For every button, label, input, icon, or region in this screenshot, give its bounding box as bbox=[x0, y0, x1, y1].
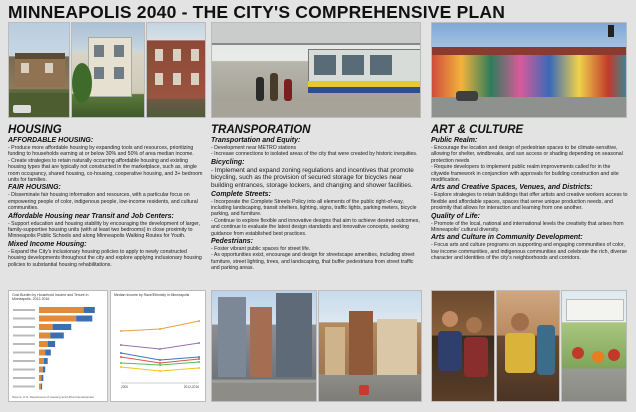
income-point bbox=[198, 361, 200, 363]
transportation-heading: TRANSPORATION bbox=[211, 124, 311, 136]
income-point bbox=[159, 364, 161, 366]
pedestrians-heading: Pedestrians: bbox=[211, 238, 254, 246]
income-point bbox=[120, 352, 122, 354]
income-point bbox=[198, 356, 200, 358]
bar-mark bbox=[44, 358, 48, 364]
income-point bbox=[159, 348, 161, 350]
complete-streets-heading: Complete Streets: bbox=[211, 190, 271, 198]
community-development-text: - Focus arts and culture programs on supporting and engaging communities of color, low income communities, and indigenous communities and celebrate the rich, diverse character and identities of the city's neighborhoods and corridors. bbox=[431, 242, 628, 262]
housing-photo-2 bbox=[71, 22, 145, 118]
income-point bbox=[198, 342, 200, 344]
creative-spaces-text: - Explore strategies to retain buildings that offer artists and creative workers access to flexible and affordable spaces, spaces that serve unique production needs, and proximity that allows for interaction and learning from one another. bbox=[431, 192, 628, 212]
bar-mark bbox=[48, 341, 55, 347]
bar-mark bbox=[39, 350, 45, 356]
bar-row-label bbox=[13, 326, 35, 328]
quality-of-life-text: - Promote of the local, national and international levels the creativity that arises from Minneapolis' cultural diversity. bbox=[431, 220, 624, 234]
bar-mark bbox=[43, 367, 45, 373]
community-development-heading: Arts and Culture in Community Development: bbox=[431, 234, 583, 242]
bar-mark bbox=[39, 307, 84, 313]
transport-equity-text: - Development near METRO stations - Increase connections to isolated areas of the city that were created by historic inequities. bbox=[211, 145, 418, 158]
housing-photo-3 bbox=[146, 22, 206, 118]
transit-station-photo bbox=[211, 22, 421, 118]
bar-mark bbox=[76, 316, 92, 322]
mixed-income-heading: Mixed Income Housing: bbox=[8, 240, 87, 248]
income-point bbox=[120, 344, 122, 346]
income-point bbox=[120, 366, 122, 368]
income-point bbox=[198, 367, 200, 369]
bar-mark bbox=[39, 375, 41, 381]
quality-of-life-heading: Quality of Life: bbox=[431, 212, 480, 220]
income-point bbox=[159, 359, 161, 361]
bar-mark bbox=[39, 324, 53, 330]
cost-burden-chart-source: Source: U.S. Department of Housing and Urban Development bbox=[12, 395, 95, 399]
bar-row-label bbox=[13, 318, 35, 320]
bar-row-label bbox=[13, 352, 35, 354]
bar-mark bbox=[39, 367, 43, 373]
housing-heading: HOUSING bbox=[8, 124, 62, 136]
income-point bbox=[120, 362, 122, 364]
income-point bbox=[159, 362, 161, 364]
income-point bbox=[120, 330, 122, 332]
bar-row-label bbox=[13, 343, 35, 345]
bar-mark bbox=[45, 350, 51, 356]
bar-mark bbox=[53, 324, 72, 330]
bar-mark bbox=[84, 307, 95, 313]
pedestrians-text: - Foster vibrant public spaces for street life. - As opportunities exist, encourage and design for streetscape amenities, including street furniture, street lighting, trees, and landscaping, that buffer pedestrians from street traffic and parking areas. bbox=[211, 246, 415, 272]
median-income-chart-title: Median Income by Race/Ethnicity in Minneapolis bbox=[114, 293, 190, 297]
downtown-street-photo-2 bbox=[318, 290, 422, 402]
transportation-section bbox=[211, 124, 423, 286]
cost-burden-chart bbox=[8, 290, 108, 402]
public-realm-text: - Encourage the location and design of pedestrian spaces to be climate-sensitive, allowing for shelter, windbreaks, and sun access or shading depending on seasonal protection needs - Require developers to implement public realm improvements called for in the citywide framework in conjunction with approvals for building construction and site modification. bbox=[431, 145, 623, 184]
median-income-line-plot bbox=[111, 291, 206, 402]
bar-mark bbox=[39, 333, 50, 339]
transit-housing-text: - Support education and housing stability by encouraging the development of larger, family-supportive housing units (with at least two bedrooms) in close proximity to Minneapolis Public Schools and along Minneapolis Walking Routes for Youth. bbox=[8, 220, 201, 240]
income-point bbox=[159, 370, 161, 372]
income-point bbox=[159, 328, 161, 330]
community-event-photo-2 bbox=[496, 290, 560, 402]
public-realm-heading: Public Realm: bbox=[431, 137, 478, 144]
transport-equity-heading: Transportation and Equity: bbox=[211, 137, 301, 144]
community-event-photo-1 bbox=[431, 290, 495, 402]
art-culture-section bbox=[431, 124, 629, 286]
bar-row-label bbox=[13, 369, 35, 371]
page-title: MINNEAPOLIS 2040 - THE CITY'S COMPREHENSIVE PLAN bbox=[8, 2, 506, 22]
median-income-chart bbox=[110, 290, 206, 402]
income-point bbox=[198, 358, 200, 360]
cost-burden-bar-plot bbox=[9, 291, 108, 402]
income-point bbox=[120, 356, 122, 358]
bar-row-label bbox=[13, 377, 35, 379]
bar-mark bbox=[39, 316, 76, 322]
x-tick-label: 2012-2016 bbox=[183, 385, 199, 389]
housing-photo-1 bbox=[8, 22, 70, 118]
bar-row-label bbox=[13, 386, 35, 388]
bar-row-label bbox=[13, 309, 35, 311]
affordable-housing-text: - Produce more affordable housing by expanding tools and resources, prioritizing funding to households earning at or below 30% and 50% of area median income. - Create strategies to retain naturally occurring affordable housing and existing housing types that are typically not constructed in the marketplace, such as, single room occupancy, shared housing, co-housing, cooperative housing, and 3+ bedroom units for families. bbox=[8, 145, 203, 184]
bicycling-text: - Implement and expand zoning regulations and incentives that promote bicycling, such as the provision of secured storage for bicycles near building entrances, storage lockers, and changing and shower facilities. bbox=[211, 166, 414, 189]
creative-spaces-heading: Arts and Creative Spaces, Venues, and Districts: bbox=[431, 184, 593, 192]
transit-housing-heading: Affordable Housing near Transit and Job Centers: bbox=[8, 212, 174, 220]
bar-mark bbox=[41, 384, 42, 390]
fair-housing-text: - Disseminate fair housing information and resources, with a particular focus on empowering people of color, indigenous people, low-income residents, and cultural communities. bbox=[8, 192, 198, 212]
community-event-photo-3 bbox=[561, 290, 627, 402]
fair-housing-heading: FAIR HOUSING: bbox=[8, 184, 61, 192]
bicycling-heading: Bicycling: bbox=[211, 158, 245, 166]
bar-row-label bbox=[13, 335, 35, 337]
cost-burden-chart-title: Cost Burden by Household Income and Tenure in Minneapolis, 2012-2016 bbox=[12, 293, 89, 301]
bar-mark bbox=[41, 375, 43, 381]
income-point bbox=[198, 320, 200, 322]
mural-photo bbox=[431, 22, 627, 118]
downtown-street-photo-1 bbox=[211, 290, 317, 402]
x-tick-label: 2000 bbox=[121, 385, 129, 389]
housing-section bbox=[8, 124, 206, 284]
art-culture-heading: ART & CULTURE bbox=[431, 124, 524, 136]
complete-streets-text: - Incorporate the Complete Streets Policy into all elements of the public right-of-way, including landscaping, transit shelters, lighting, signs, traffic lights, parking meters, bicycle parking, and furniture. - Continue to explore flexible and innovative designs that aim to achieve desired outcomes, and continue to evaluate the latest design standards and innovative concepts, seeking guidance from established best practices. bbox=[211, 198, 420, 237]
bar-mark bbox=[50, 333, 64, 339]
bar-mark bbox=[39, 358, 44, 364]
affordable-housing-heading: AFFORDABLE HOUSING: bbox=[8, 137, 94, 144]
bar-mark bbox=[39, 384, 41, 390]
mixed-income-text: - Expand the City's inclusionary housing policies to apply to newly constructed housing developments throughout the city and explore applying inclusionary housing policies to substantial housing rehabilitations. bbox=[8, 248, 202, 268]
bar-mark bbox=[39, 341, 48, 347]
bar-row-label bbox=[13, 360, 35, 362]
